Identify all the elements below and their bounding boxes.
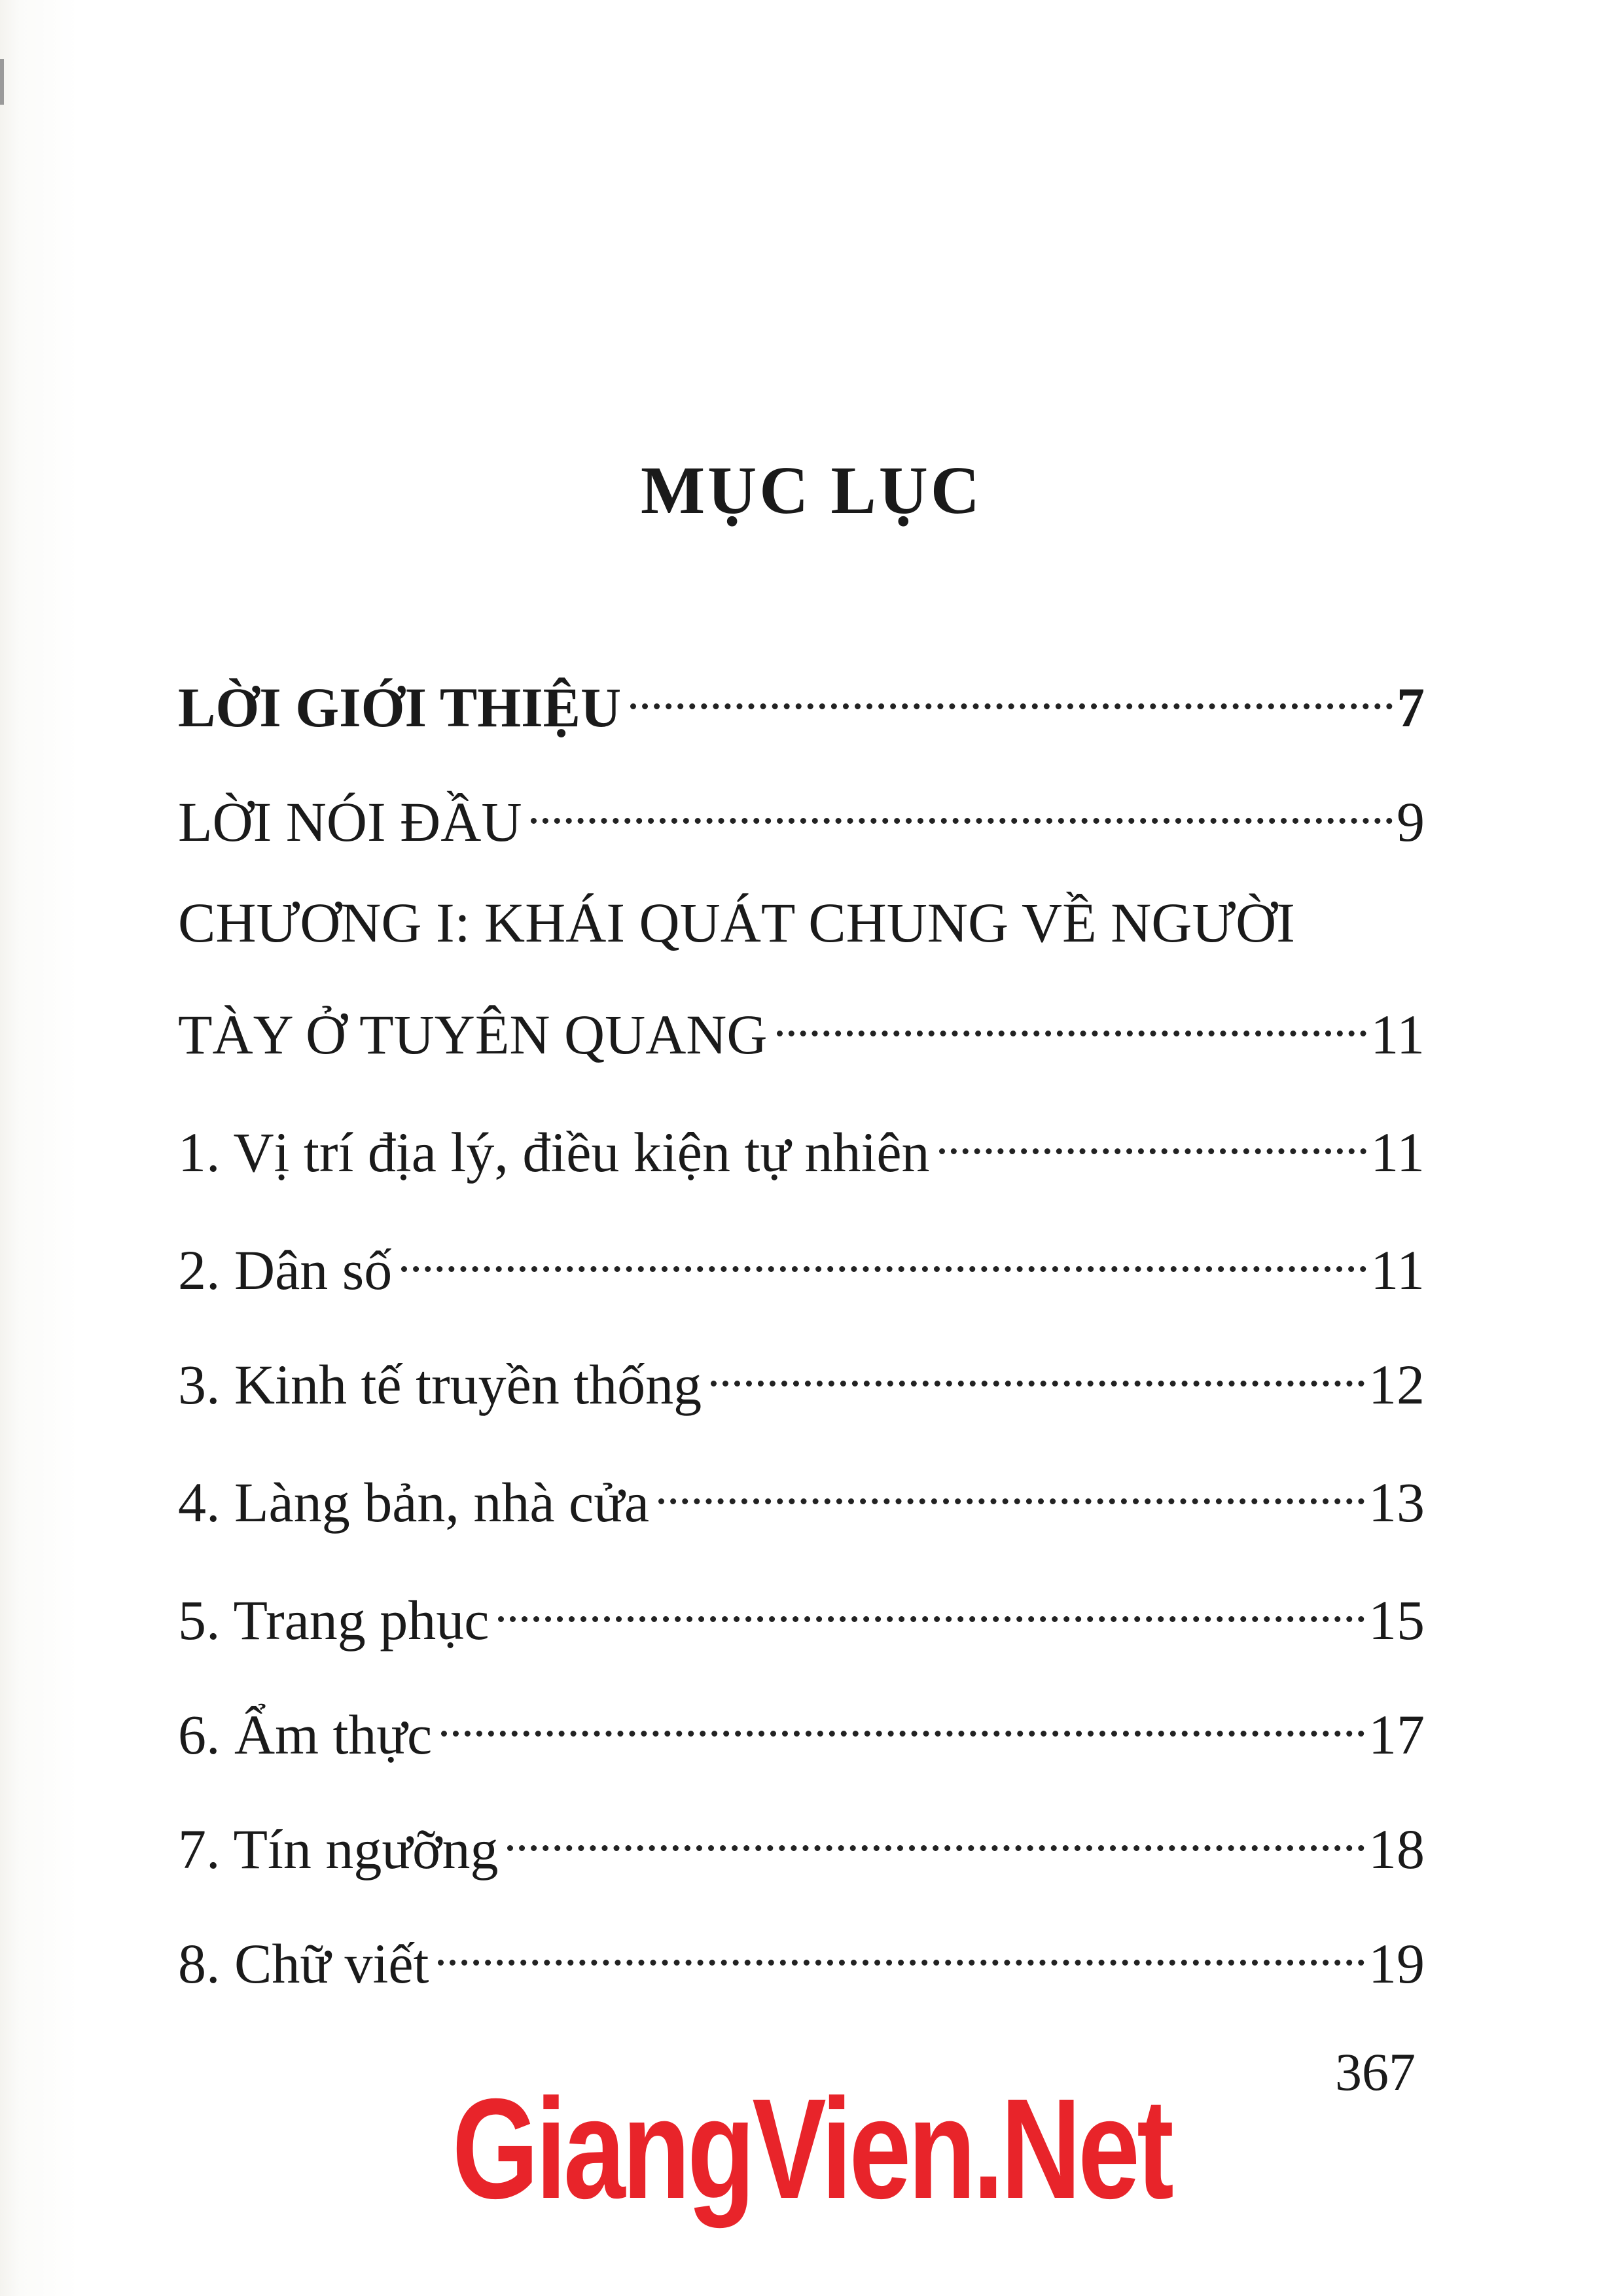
page-title: MỤC LỤC <box>641 453 982 528</box>
toc-entry-page: 15 <box>1368 1589 1425 1651</box>
toc-leader-dots <box>498 1567 1364 1639</box>
scan-edge-mark <box>0 59 4 105</box>
toc-entry-label: 8. Chữ viết <box>178 1932 429 1995</box>
toc-leader-dots <box>531 769 1393 841</box>
toc-entry-label: TÀY Ở TUYÊN QUANG <box>178 1003 768 1066</box>
toc-entry <box>178 1911 1425 2000</box>
toc-entry-page: 19 <box>1368 1932 1425 1995</box>
toc-entry-page: 11 <box>1370 1003 1425 1066</box>
toc-leader-dots <box>711 1332 1364 1404</box>
toc-leader-dots <box>658 1449 1364 1521</box>
toc-entry-label: 7. Tín ngưỡng <box>178 1818 499 1881</box>
toc-leader-dots <box>438 1911 1364 1983</box>
toc-entry-chapter1 <box>178 981 1425 1070</box>
toc-entry-label: 5. Trang phục <box>178 1589 490 1651</box>
toc-chapter-title-line1: CHƯƠNG I: KHÁI QUÁT CHUNG VỀ NGƯỜI <box>178 891 1295 954</box>
toc-entry-page: 9 <box>1397 790 1425 853</box>
toc-entry-label: 4. Làng bản, nhà cửa <box>178 1471 649 1534</box>
toc-entry-page: 13 <box>1368 1471 1425 1534</box>
toc-entry-page: 17 <box>1368 1703 1425 1766</box>
toc-leader-dots <box>401 1217 1366 1289</box>
toc-entry-page: 12 <box>1368 1353 1425 1416</box>
toc-entry <box>178 1567 1425 1656</box>
toc-entry-page: 11 <box>1370 1239 1425 1301</box>
toc-entry <box>178 1682 1425 1771</box>
toc-leader-dots <box>441 1682 1364 1754</box>
toc-leader-dots <box>630 654 1393 726</box>
toc-entry <box>178 1796 1425 1885</box>
toc-entry-intro <box>178 654 1425 743</box>
toc-entry <box>178 1449 1425 1538</box>
toc-entry <box>178 1099 1425 1188</box>
toc-leader-dots <box>507 1796 1364 1868</box>
toc-entry <box>178 1332 1425 1421</box>
toc-entry-page: 11 <box>1370 1121 1425 1184</box>
toc-entry <box>178 1217 1425 1306</box>
toc-leader-dots <box>777 981 1367 1053</box>
toc-entry-page: 7 <box>1397 676 1425 739</box>
toc-leader-dots <box>939 1099 1367 1171</box>
toc-entry-page: 18 <box>1368 1818 1425 1881</box>
toc-entry-label: 2. Dân số <box>178 1239 393 1301</box>
toc-entry-preface <box>178 769 1425 858</box>
toc-entry-label: LỜI GIỚI THIỆU <box>178 676 622 739</box>
toc-entry-label: 6. Ẩm thực <box>178 1703 433 1766</box>
page-number: 367 <box>1335 2042 1416 2102</box>
toc-entry-label: 3. Kinh tế truyền thống <box>178 1353 702 1416</box>
toc-entry-label: LỜI NÓI ĐẦU <box>178 790 522 853</box>
toc-entry-label: 1. Vị trí địa lý, điều kiện tự nhiên <box>178 1121 930 1184</box>
watermark-logo: GiangVien.Net <box>452 2070 1171 2229</box>
